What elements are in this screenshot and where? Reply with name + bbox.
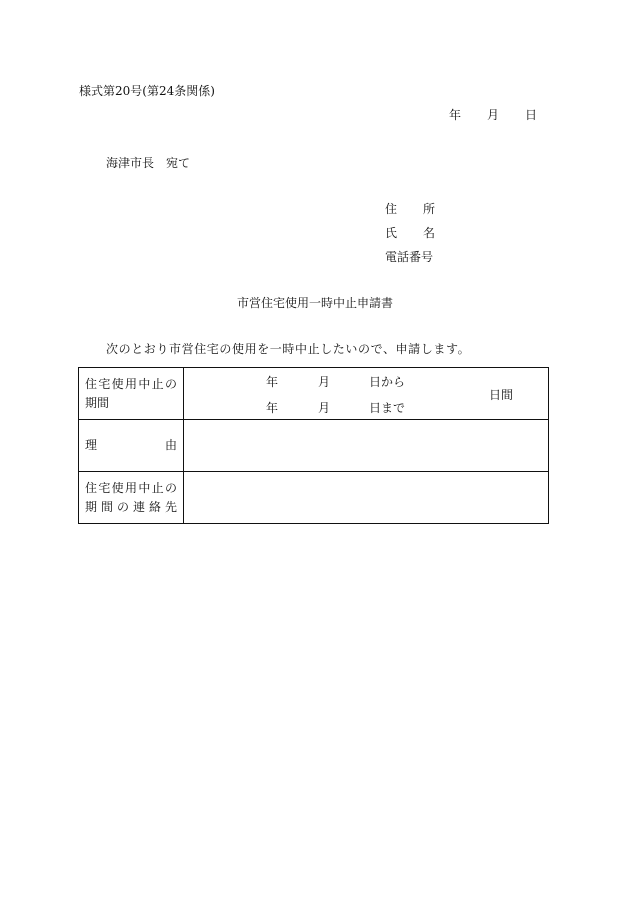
name-label: 氏名 <box>385 226 435 240</box>
intro-text: 次のとおり市営住宅の使用を一時中止したいので、申請します。 <box>106 342 471 356</box>
phone-label: 電話番号 <box>385 250 434 264</box>
period-label-line1: 住宅使用中止の <box>85 376 177 391</box>
contact-value-cell[interactable] <box>184 472 549 524</box>
reason-row <box>79 420 549 472</box>
reason-label: 理由 <box>85 438 177 452</box>
from-month-label: 月 <box>318 375 331 389</box>
date-month-label: 月 <box>487 108 500 122</box>
address-label: 住所 <box>385 202 435 216</box>
date-day-label: 日 <box>525 108 538 122</box>
to-year-label: 年 <box>266 401 279 415</box>
period-row <box>79 368 549 420</box>
period-label-line2: 期間 <box>85 395 110 410</box>
applicant-address-row <box>385 202 435 216</box>
to-day-label: 日まで <box>369 401 406 415</box>
from-year-label: 年 <box>266 375 279 389</box>
application-table <box>78 367 549 524</box>
submission-date <box>449 108 537 122</box>
date-year-label: 年 <box>449 108 462 122</box>
days-label: 日間 <box>489 388 514 402</box>
contact-row <box>79 472 549 524</box>
reason-value-cell[interactable] <box>184 420 549 472</box>
period-value-cell[interactable] <box>184 368 549 420</box>
applicant-phone-row <box>385 250 433 264</box>
to-month-label: 月 <box>318 401 331 415</box>
from-day-label: 日から <box>369 375 406 389</box>
reason-label-cell <box>79 420 184 472</box>
contact-label-line2: 期間の連絡先 <box>85 499 177 514</box>
document-title: 市営住宅使用一時中止申請書 <box>236 296 393 310</box>
applicant-name-row <box>385 226 435 240</box>
form-number: 様式第20号(第24条関係) <box>79 84 215 98</box>
addressee: 海津市長 宛て <box>106 156 191 170</box>
period-label-cell <box>79 368 184 420</box>
contact-label-cell <box>79 472 184 524</box>
contact-label-line1: 住宅使用中止の <box>85 480 177 495</box>
